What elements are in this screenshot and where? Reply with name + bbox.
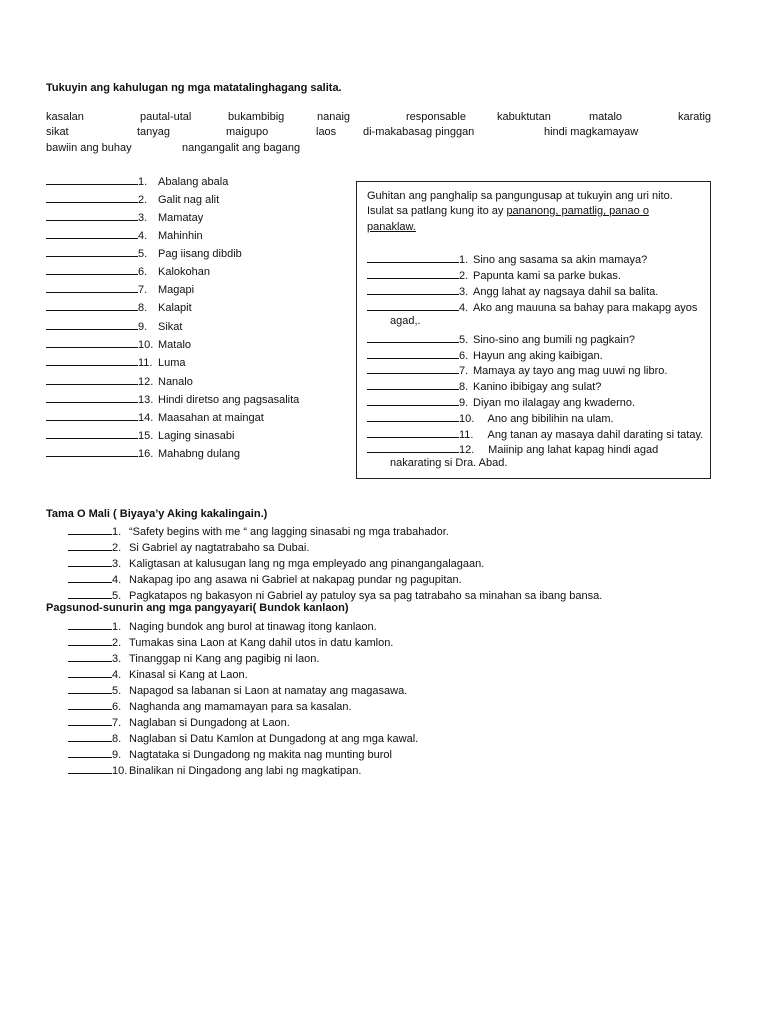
- answer-blank[interactable]: [46, 174, 138, 185]
- word: kasalan: [46, 111, 84, 123]
- list-item: 6. Naghanda ang mamamayan para sa kasalan.: [68, 699, 352, 713]
- answer-blank[interactable]: [46, 392, 138, 403]
- answer-blank[interactable]: [367, 411, 459, 422]
- answer-blank[interactable]: [46, 446, 138, 457]
- answer-blank[interactable]: [68, 588, 112, 599]
- list-item: 6. Hayun ang aking kaibigan.: [367, 348, 603, 362]
- answer-blank[interactable]: [46, 428, 138, 439]
- answer-blank[interactable]: [68, 731, 112, 742]
- list-item: 4. Mahinhin: [46, 228, 203, 242]
- answer-blank[interactable]: [367, 395, 459, 406]
- list-item: 5. Sino-sino ang bumili ng pagkain?: [367, 332, 635, 346]
- answer-blank[interactable]: [46, 282, 138, 293]
- answer-blank[interactable]: [367, 442, 459, 453]
- list-item: 10. Binalikan ni Dingadong ang labi ng magkatipan.: [68, 763, 361, 777]
- word: maigupo: [226, 126, 269, 138]
- list-item: 4. Ako ang mauuna sa bahay para makapg ayos: [367, 300, 697, 314]
- list-item: 9. Nagtataka si Dungadong ng makita nag munting burol: [68, 747, 392, 761]
- box-instruction: Guhitan ang panghalip sa pangungusap at tukuyin ang uri nito.: [367, 190, 673, 202]
- section-title-pagsunod-sunurin: Pagsunod-sunurin ang mga pangyayari( Bundok kanlaon): [46, 602, 349, 614]
- section-title-tama-o-mali: Tama O Mali ( Biyaya’y Aking kakalingain.): [46, 508, 268, 520]
- list-item: 8. Naglaban si Datu Kamlon at Dungadong at ang mga kawal.: [68, 731, 418, 745]
- list-item: 3. Mamatay: [46, 210, 203, 224]
- answer-blank[interactable]: [46, 192, 138, 203]
- list-item: 3. Tinanggap ni Kang ang pagibig ni laon.: [68, 651, 319, 665]
- list-item: 13. Hindi diretso ang pagsasalita: [46, 392, 299, 406]
- list-item: 2. Si Gabriel ay nagtatrabaho sa Dubai.: [68, 540, 309, 554]
- word: nangangalit ang bagang: [182, 142, 301, 154]
- answer-blank[interactable]: [68, 635, 112, 646]
- word: laos: [316, 126, 337, 138]
- list-item: 5. Pag iisang dibdib: [46, 246, 242, 260]
- answer-blank[interactable]: [46, 264, 138, 275]
- answer-blank[interactable]: [68, 763, 112, 774]
- list-item: 3. Kaligtasan at kalusugan lang ng mga empleyado ang pinangangalagaan.: [68, 556, 484, 570]
- answer-blank[interactable]: [68, 747, 112, 758]
- item-continuation: nakarating si Dra. Abad.: [390, 457, 508, 469]
- answer-blank[interactable]: [68, 572, 112, 583]
- answer-blank[interactable]: [367, 363, 459, 374]
- answer-blank[interactable]: [367, 379, 459, 390]
- list-item: 15. Laging sinasabi: [46, 428, 234, 442]
- list-item: 12. Nanalo: [46, 374, 193, 388]
- answer-blank[interactable]: [367, 427, 459, 438]
- answer-blank[interactable]: [367, 268, 459, 279]
- list-item: 2. Tumakas sina Laon at Kang dahil utos in datu kamlon.: [68, 635, 393, 649]
- list-item: 9. Diyan mo ilalagay ang kwaderno.: [367, 395, 635, 409]
- list-item: 2. Galit nag alit: [46, 192, 219, 206]
- answer-blank[interactable]: [68, 683, 112, 694]
- answer-blank[interactable]: [367, 284, 459, 295]
- box-instruction: Isulat sa patlang kung ito ay pananong, pamatlig, panao o: [367, 205, 649, 217]
- answer-blank[interactable]: [46, 228, 138, 239]
- answer-blank[interactable]: [46, 410, 138, 421]
- list-item: 1. “Safety begins with me “ ang lagging sinasabi ng mga trabahador.: [68, 524, 449, 538]
- list-item: 14. Maasahan at maingat: [46, 410, 264, 424]
- answer-blank[interactable]: [46, 319, 138, 330]
- word: kabuktutan: [497, 111, 551, 123]
- answer-blank[interactable]: [46, 337, 138, 348]
- list-item: 11. Ang tanan ay masaya dahil darating si tatay.: [367, 427, 703, 441]
- list-item: 16. Mahabng dulang: [46, 446, 240, 460]
- answer-blank[interactable]: [68, 524, 112, 535]
- word: tanyag: [137, 126, 171, 138]
- answer-blank[interactable]: [367, 252, 459, 263]
- answer-blank[interactable]: [68, 619, 112, 630]
- list-item: 1. Naging bundok ang burol at tinawag itong kanlaon.: [68, 619, 377, 633]
- word: hindi magkamayaw: [544, 126, 639, 138]
- list-item: 1. Sino ang sasama sa akin mamaya?: [367, 252, 647, 266]
- answer-blank[interactable]: [46, 355, 138, 366]
- word: nanaig: [317, 111, 351, 123]
- answer-blank[interactable]: [367, 348, 459, 359]
- list-item: 10. Ano ang bibilihin na ulam.: [367, 411, 614, 425]
- answer-blank[interactable]: [68, 651, 112, 662]
- item-continuation: agad,.: [390, 315, 421, 327]
- answer-blank[interactable]: [46, 210, 138, 221]
- list-item: 5. Pagkatapos ng bakasyon ni Gabriel ay patuloy sya sa pag tatrabaho sa minahan sa ibang bansa.: [68, 588, 602, 602]
- answer-blank[interactable]: [46, 246, 138, 257]
- word: di-makabasag pinggan: [363, 126, 475, 138]
- word: pautal-utal: [140, 111, 192, 123]
- answer-blank[interactable]: [68, 699, 112, 710]
- word: matalo: [589, 111, 623, 123]
- answer-blank[interactable]: [367, 332, 459, 343]
- list-item: 7. Naglaban si Dungadong at Laon.: [68, 715, 290, 729]
- word: responsable: [406, 111, 466, 123]
- list-item: 6. Kalokohan: [46, 264, 210, 278]
- box-instruction: panaklaw.: [367, 221, 416, 233]
- answer-blank[interactable]: [68, 715, 112, 726]
- list-item: 5. Napagod sa labanan si Laon at namatay ang magasawa.: [68, 683, 407, 697]
- list-item: 10. Matalo: [46, 337, 191, 351]
- list-item: 12. Maiinip ang lahat kapag hindi agad: [367, 442, 658, 456]
- list-item: 11. Luma: [46, 355, 186, 369]
- answer-blank[interactable]: [367, 300, 459, 311]
- answer-blank[interactable]: [68, 540, 112, 551]
- list-item: 9. Sikat: [46, 319, 182, 333]
- list-item: 7. Magapi: [46, 282, 194, 296]
- word: bawiin ang buhay: [46, 142, 132, 154]
- word: karatig: [678, 111, 712, 123]
- list-item: 4. Kinasal si Kang at Laon.: [68, 667, 248, 681]
- word: bukambibig: [228, 111, 285, 123]
- answer-blank[interactable]: [68, 556, 112, 567]
- list-item: 8. Kanino ibibigay ang sulat?: [367, 379, 601, 393]
- list-item: 4. Nakapag ipo ang asawa ni Gabriel at nakapag pundar ng pagupitan.: [68, 572, 462, 586]
- answer-blank[interactable]: [68, 667, 112, 678]
- answer-blank[interactable]: [46, 300, 138, 311]
- list-item: 1. Abalang abala: [46, 174, 228, 188]
- answer-blank[interactable]: [46, 374, 138, 385]
- page-title: Tukuyin ang kahulugan ng mga matatalinghagang salita.: [46, 82, 342, 94]
- list-item: 8. Kalapit: [46, 300, 192, 314]
- list-item: 2. Papunta kami sa parke bukas.: [367, 268, 621, 282]
- list-item: 3. Angg lahat ay nagsaya dahil sa balita.: [367, 284, 658, 298]
- list-item: 7. Mamaya ay tayo ang mag uuwi ng libro.: [367, 363, 667, 377]
- word: sikat: [46, 126, 69, 138]
